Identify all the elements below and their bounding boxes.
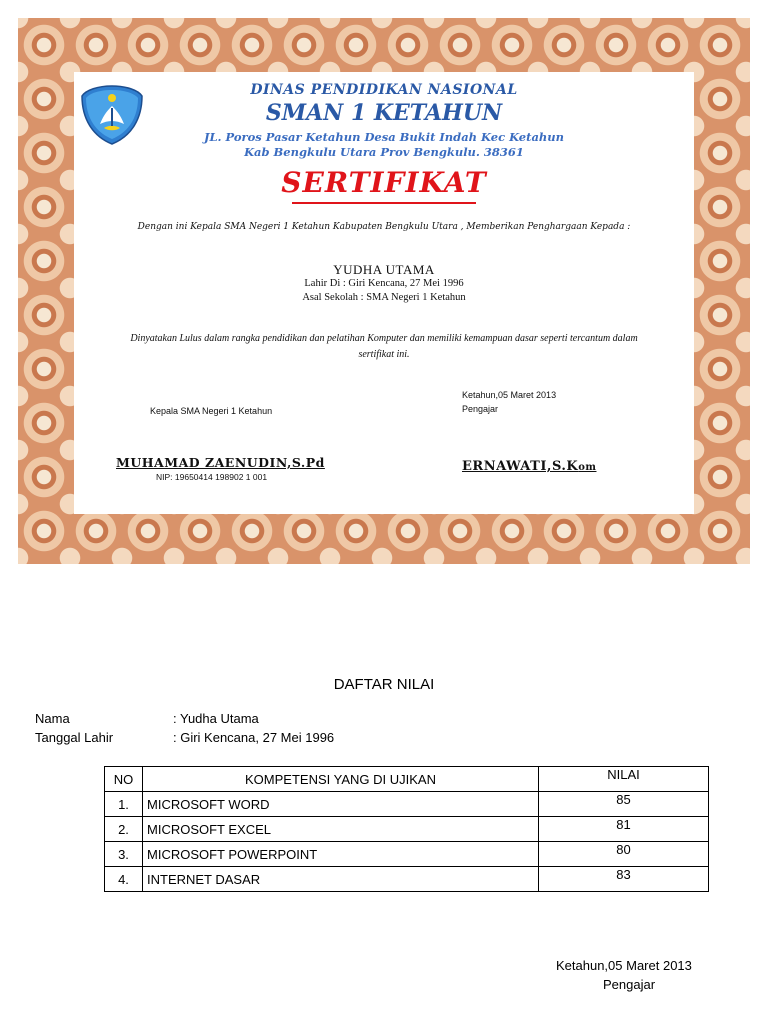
name-value: : Yudha Utama <box>173 711 259 726</box>
row-competency: MICROSOFT POWERPOINT <box>143 842 539 867</box>
school-address-line1: JL. Poros Pasar Ketahun Desa Bukit Indah Kec Ketahun <box>204 130 564 144</box>
row-competency: MICROSOFT WORD <box>143 792 539 817</box>
recipient-birth: Lahir Di : Giri Kencana, 27 Mei 1996 <box>304 278 464 289</box>
signer-right-name <box>462 459 596 474</box>
certificate-frame <box>18 18 750 564</box>
footer-place-date: Ketahun,05 Maret 2013 <box>556 958 692 973</box>
header-score: NILAI <box>539 767 709 792</box>
role-right: Pengajar <box>462 404 499 414</box>
statement-line2: sertifikat ini. <box>358 349 410 360</box>
footer-role: Pengajar <box>603 977 656 992</box>
birth-value: : Giri Kencana, 27 Mei 1996 <box>173 730 335 745</box>
recipient-name: YUDHA UTAMA <box>333 262 435 277</box>
place-date: Ketahun,05 Maret 2013 <box>462 390 557 400</box>
row-competency: INTERNET DASAR <box>143 867 539 892</box>
school-name: SMAN 1 KETAHUN <box>265 100 503 126</box>
table-header-row <box>105 767 709 792</box>
name-label: Nama <box>35 711 70 726</box>
row-no: 3. <box>105 842 143 867</box>
row-score: 81 <box>539 817 709 842</box>
table-row <box>105 842 709 867</box>
ministry-name: DINAS PENDIDIKAN NASIONAL <box>250 82 518 98</box>
certificate-body <box>74 72 694 514</box>
table-row <box>105 817 709 842</box>
row-score: 83 <box>539 867 709 892</box>
signer-left-nip: NIP: 19650414 198902 1 001 <box>156 472 268 482</box>
header-competency: KOMPETENSI YANG DI UJIKAN <box>143 767 539 792</box>
row-score: 85 <box>539 792 709 817</box>
certificate-intro: Dengan ini Kepala SMA Negeri 1 Ketahun Kabupaten Bengkulu Utara , Memberikan Penghargaan Kepada : <box>137 222 631 232</box>
row-no: 1. <box>105 792 143 817</box>
recipient-school: Asal Sekolah : SMA Negeri 1 Ketahun <box>302 292 466 303</box>
row-competency: MICROSOFT EXCEL <box>143 817 539 842</box>
grade-sheet-title: DAFTAR NILAI <box>333 676 435 693</box>
statement-line1: Dinyatakan Lulus dalam rangka pendidikan dan pelatihan Komputer dan memiliki kemampuan dasar seperti tercantum dalam <box>130 333 638 344</box>
role-left: Kepala SMA Negeri 1 Ketahun <box>150 406 273 416</box>
row-score: 80 <box>539 842 709 867</box>
row-no: 4. <box>105 867 143 892</box>
school-address-line2: Kab Bengkulu Utara Prov Bengkulu. 38361 <box>244 145 524 159</box>
signer-right-name-main: ERNAWATI,S.K <box>462 459 579 474</box>
signer-right-name-suffix: om <box>578 462 597 473</box>
table-row <box>105 867 709 892</box>
row-no: 2. <box>105 817 143 842</box>
birth-label: Tanggal Lahir <box>35 730 114 745</box>
table-row <box>105 792 709 817</box>
title-underline <box>292 202 476 204</box>
header-no: NO <box>105 767 143 792</box>
certificate-title: SERTIFIKAT <box>281 166 487 199</box>
grades-table <box>104 766 709 892</box>
signer-left-name: MUHAMAD ZAENUDIN,S.Pd <box>116 455 325 470</box>
